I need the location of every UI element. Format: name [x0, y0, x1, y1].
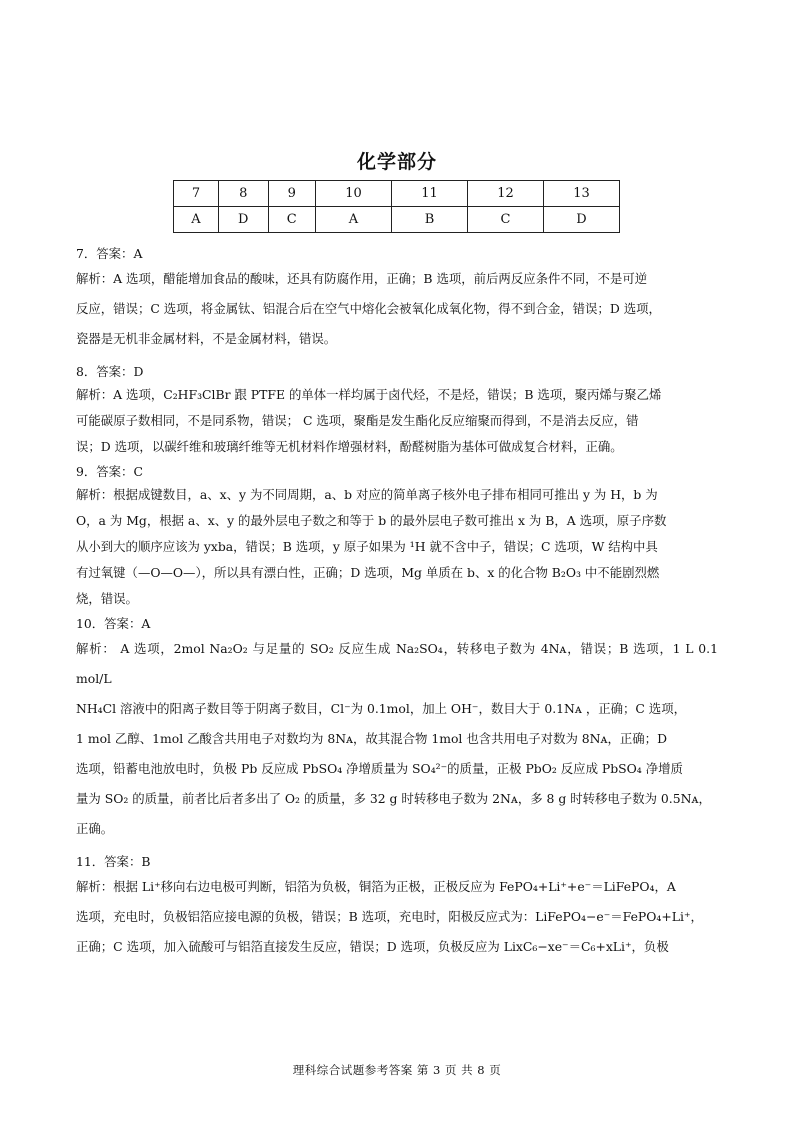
explanation-text — [76, 634, 718, 844]
question-number: 13 — [543, 181, 619, 207]
answer-line: 9．答案：C — [76, 464, 143, 479]
question-number: 11 — [391, 181, 467, 207]
answer-letter: B — [391, 207, 467, 233]
explanation-line: 从小到大的顺序应该为 yxba，错误；B 选项，y 原子如果为 ¹H 就不含中子，错误；C 选项，W 结构中具 — [76, 539, 658, 554]
answer-line: 8．答案：D — [76, 364, 144, 379]
explanation-line: O，a 为 Mg，根据 a、x、y 的最外层电子数之和等于 b 的最外层电子数可推出 x 为 B，A 选项，原子序数 — [76, 513, 667, 528]
question-number: 10 — [315, 181, 391, 207]
explanation-text — [76, 382, 718, 460]
answer-line: 10．答案：A — [76, 616, 151, 631]
answer-letter: D — [543, 207, 619, 233]
explanation-line: 量为 SO₂ 的质量，前者比后者多出了 O₂ 的质量，多 32 g 时转移电子数为 2Nᴀ，多 8 g 时转移电子数为 0.5Nᴀ， — [76, 791, 711, 806]
question-number: 9 — [268, 181, 315, 207]
explanation-text — [76, 264, 718, 354]
answer-letter: C — [268, 207, 315, 233]
explanation-line: 可能碳原子数相同，不是同系物，错误； C 选项，聚酯是发生酯化反应缩聚而得到，不是消去反应，错 — [76, 413, 639, 428]
explanation-line: 正确。 — [76, 821, 114, 836]
explanation-line: 有过氧键（—O—O—），所以具有漂白性，正确；D 选项，Mg 单质在 b、x 的化合物 B₂O₃ 中不能剧烈燃 — [76, 565, 660, 580]
answer-letter: A — [174, 207, 219, 233]
explanation-line: 解析：A 选项，醋能增加食品的酸味，还具有防腐作用，正确；B 选项，前后两反应条件不同，不是可逆 — [76, 271, 648, 286]
section-title: 化学部分 — [356, 151, 437, 173]
explanation-line: 解析：根据成键数目，a、x、y 为不同周期，a、b 对应的简单离子核外电子排布相同可推出 y 为 H，b 为 — [76, 487, 658, 502]
explanation-text — [76, 482, 718, 612]
question-number-row — [174, 181, 620, 207]
explanation-line: 选项，铅蓄电池放电时，负极 Pb 反应成 PbSO₄ 净增质量为 SO₄²⁻的质量，正极 PbO₂ 反应成 PbSO₄ 净增质 — [76, 761, 683, 776]
answer-line: 7．答案：A — [76, 246, 143, 261]
explanation-line: 反应，错误；C 选项，将金属钛、铝混合后在空气中熔化会被氧化成氧化物，得不到合金，错误；D 选项， — [76, 301, 661, 316]
answer-table — [173, 180, 620, 233]
answer-line: 11．答案：B — [76, 854, 151, 869]
question-9-section — [76, 462, 718, 612]
explanations — [76, 244, 718, 970]
question-11-section — [76, 852, 718, 962]
explanation-line: 烧，错误。 — [76, 591, 138, 606]
question-number: 7 — [174, 181, 219, 207]
explanation-line: 瓷器是无机非金属材料，不是金属材料，错误。 — [76, 331, 337, 346]
explanation-line: 1 mol 乙醇、1mol 乙酸含共用电子对数均为 8Nᴀ，故其混合物 1mol 也含共用电子对数为 8Nᴀ，正确；D — [76, 731, 668, 746]
explanation-text — [76, 872, 718, 962]
answer-letter: C — [467, 207, 543, 233]
explanation-line: 解析： A 选项，2mol Na₂O₂ 与足量的 SO₂ 反应生成 Na₂SO₄，转移电子数为 4Nᴀ，错误；B 选项，1 L 0.1 mol/L — [76, 641, 718, 686]
explanation-line: NH₄Cl 溶液中的阳离子数目等于阴离子数目，Cl⁻为 0.1mol，加上 OH⁻，数目大于 0.1Nᴀ ，正确；C 选项， — [76, 701, 686, 716]
answer-letter-row — [174, 207, 620, 233]
explanation-line: 误；D 选项，以碳纤维和玻璃纤维等无机材料作增强材料，酚醛树脂为基体可做成复合材料，正确。 — [76, 439, 623, 454]
question-10-section — [76, 614, 718, 844]
explanation-line: 解析：A 选项，C₂HF₃ClBr 跟 PTFE 的单体一样均属于卤代烃，不是烃，错误；B 选项，聚丙烯与聚乙烯 — [76, 387, 662, 402]
page-footer: 理科综合试题参考答案 第 3 页 共 8 页 — [292, 1063, 502, 1077]
explanation-line: 解析：根据 Li⁺移向右边电极可判断，铝箔为负极，铜箔为正极，正极反应为 FePO₄+Li⁺+e⁻＝LiFePO₄，A — [76, 879, 676, 894]
question-7-section — [76, 244, 718, 354]
question-number: 8 — [219, 181, 269, 207]
answer-letter: D — [219, 207, 269, 233]
question-number: 12 — [467, 181, 543, 207]
explanation-line: 选项，充电时，负极铝箔应接电源的负极，错误；B 选项，充电时，阳极反应式为：LiFePO₄−e⁻＝FePO₄+Li⁺， — [76, 909, 703, 924]
answer-letter: A — [315, 207, 391, 233]
explanation-line: 正确；C 选项，加入硫酸可与铝箔直接发生反应，错误；D 选项，负极反应为 LixC₆−xe⁻＝C₆+xLi⁺，负极 — [76, 939, 669, 954]
question-8-section — [76, 362, 718, 460]
